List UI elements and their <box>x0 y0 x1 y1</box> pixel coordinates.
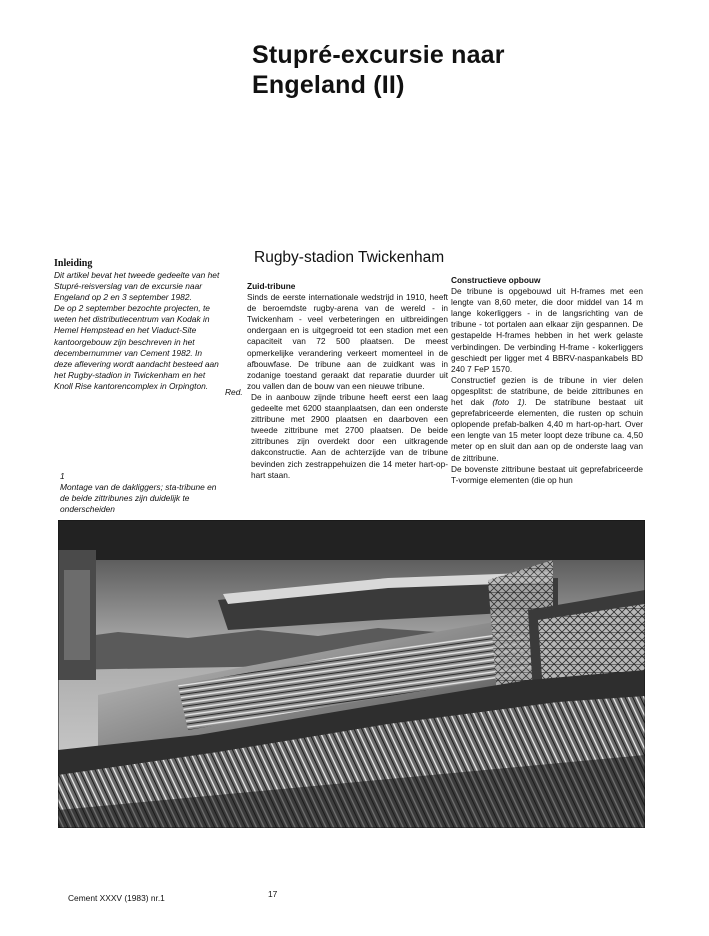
intro-heading: Inleiding <box>54 258 93 269</box>
photo-caption <box>60 471 240 515</box>
column-constructieve-opbouw <box>451 275 643 486</box>
intro-line: deze aflevering wordt aandacht besteed aan <box>54 358 219 369</box>
page-number: 17 <box>268 889 278 899</box>
intro-line: Hemel Hempstead en het Viaduct-Site <box>54 325 197 336</box>
caption-line: de beide zittribunes zijn duidelijk te <box>60 493 190 504</box>
editor-signature: Red. <box>225 387 243 397</box>
zuid-paragraph: De in aanbouw zijnde tribune heeft eerst een laag gedeelte met 6200 staanplaatsen, dan een onderste zittribune met 2900 plaatsen en daarboven een tweede zittribune met 2700 plaatsen. De beide zittribunes zijn overdekt door een uitkragende dakconstructie. Aan de achterzijde van de tribune bevinden zich zestrappehuizen die 14 meter hart-op-hart staan. <box>251 391 448 480</box>
intro-line: Knoll Rise kantorencomplex in Orpington. <box>54 380 209 391</box>
intro-line: kantoorgebouw zijn beschreven in het <box>54 336 195 347</box>
photo-reference: (foto 1). <box>492 397 527 408</box>
constructief-paragraph <box>451 375 643 464</box>
article-subtitle: Rugby-stadion Twickenham <box>254 249 445 266</box>
zuid-paragraph: Sinds de eerste internationale wedstrijd in 1910, heeft de beroemdste rugby-arena van de wereld - in Twickenham - veel verbeteringen en uitbreidingen ondergaan en is uitgegroeid tot een stadion met een capaciteit van 72 500 plaatsen. De meest opmerkelijke verandering verkeert momenteel in de afbouwfase. De tribune aan de zuidkant was in zodanige toestand geraakt dat reparatie duurder uit zou vallen dan de bouw van een nieuwe tribune. <box>247 292 448 391</box>
constructief-heading: Constructieve opbouw <box>451 275 541 285</box>
title-line-2: Engeland (II) <box>252 71 405 99</box>
caption-number: 1 <box>60 471 65 481</box>
intro-text <box>54 270 239 392</box>
article-title <box>252 40 572 100</box>
paragraph-text: Constructief gezien is de tribune in vier delen opgesplitst: de statribune, de beide zittribunes en het dak <box>451 374 643 408</box>
column-zuid-tribune <box>247 281 448 481</box>
constructief-paragraph: De bovenste zittribune bestaat uit geprefabriceerde T-vormige elementen (die op hun <box>451 463 643 485</box>
constructief-paragraph: De tribune is opgebouwd uit H-frames met een lengte van 8,60 meter, die door middel van 14 m lange kokerliggers - in de langsrichting van de tribune - tot portalen aan elkaar zijn gespannen. De gestapelde H-frames hebben in het werk gelaste verbindingen. De verbinding H-frame - kokerliggers geschiedt per ligger met 4 BBRV-naspankabels BD 240 7 FeP 1570. <box>451 286 643 374</box>
caption-line: onderscheiden <box>60 504 115 515</box>
zuid-tribune-heading: Zuid-tribune <box>247 281 296 291</box>
intro-line: weten het distributiecentrum van Kodak in <box>54 314 210 325</box>
journal-reference: Cement XXXV (1983) nr.1 <box>68 893 165 903</box>
title-line-1: Stupré-excursie naar <box>252 41 505 69</box>
intro-line: het Rugby-stadion in Twickenham en het <box>54 369 206 380</box>
intro-line: Dit artikel bevat het tweede gedeelte van het <box>54 270 220 280</box>
paragraph-text: De statribune bestaat uit geprefabriceerde elementen, die rusten op schuin oplopende prefab-balken 4,40 m hart-op-hart. Over een lengte van 15 meter loopt deze tribune ca. 4,50 meter op en sluit dan aan op de onderste laag van de zittribune. <box>451 397 643 463</box>
intro-line: De op 2 september bezochte projecten, te <box>54 303 210 314</box>
stadium-photo <box>58 520 645 828</box>
caption-line: Montage van de dakliggers; sta-tribune en <box>60 482 217 493</box>
intro-line: Engeland op 2 en 3 september 1982. <box>54 292 192 303</box>
intro-line: decembernummer van Cement 1982. In <box>54 347 203 358</box>
intro-line: Stupré-reisverslag van de excursie naar <box>54 281 203 292</box>
